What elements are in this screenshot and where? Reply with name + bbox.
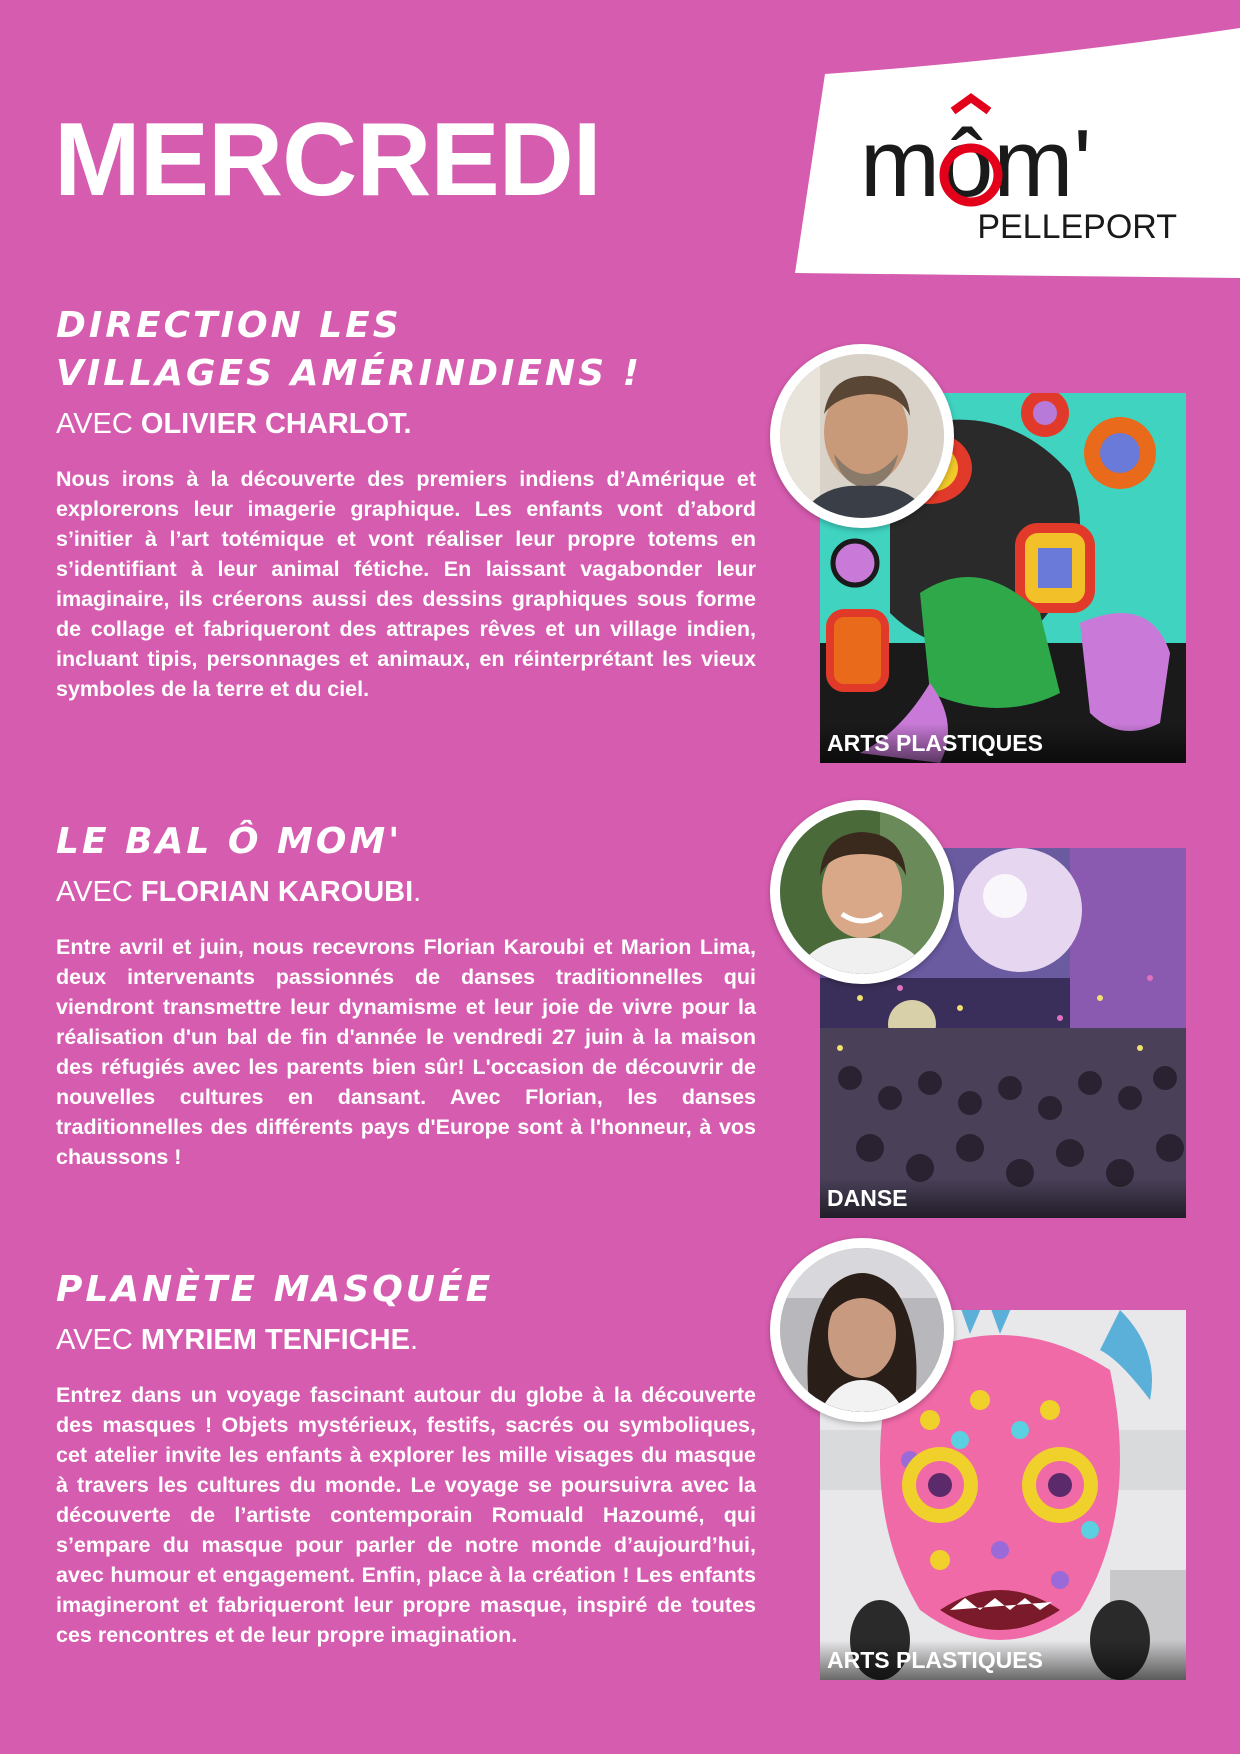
- host-name: OLIVIER CHARLOT.: [140, 408, 412, 440]
- section-description: Entrez dans un voyage fascinant autour du globe à la découverte des masques ! Objets mystérieux, festifs, sacrés ou symboliques, cet atelier invite les enfants à explorer les mille visages du masque à travers les cultures du monde. Le voyage se poursuivra avec la découverte de l’artiste contemporain Romuald Hazoumé, qui s’empare du masque pour parler de notre monde d’aujourd’hui, avec humour et engagement. Enfin, place à la création ! Les enfants imagineront et fabriqueront leur propre masque, inspiré de toutes ces rencontres et de leur propre imagination.: [56, 1383, 756, 1647]
- section-amerindian-villages: [56, 302, 756, 704]
- section-title-line: LE BAL Ô MOM': [56, 821, 403, 862]
- page-title: MERCREDI: [54, 102, 601, 218]
- host-avatar-olivier: [770, 344, 954, 528]
- host-name: MYRIEM TENFICHE: [140, 1324, 410, 1356]
- host-name: FLORIAN KAROUBI: [140, 876, 414, 908]
- section-title: [56, 302, 756, 398]
- category-label: ARTS PLASTIQUES: [820, 723, 1186, 763]
- host-suffix: .: [413, 876, 422, 908]
- section-planete-masquee: [56, 1266, 756, 1650]
- section-title-line: PLANÈTE MASQUÉE: [56, 1269, 494, 1310]
- host-avatar-myriem: [770, 1238, 954, 1422]
- category-label: DANSE: [820, 1178, 1186, 1218]
- section-bal-o-mom: [56, 818, 756, 1172]
- host-line: [56, 406, 756, 442]
- category-label: ARTS PLASTIQUES: [820, 1640, 1186, 1680]
- with-prefix: AVEC: [56, 876, 133, 908]
- logo-banner: [795, 28, 1240, 278]
- section-description: Entre avril et juin, nous recevrons Florian Karoubi et Marion Lima, deux intervenants passionnés de danses traditionnelles qui viendront transmettre leur dynamisme et leur joie de vivre pour la réalisation d'un bal de fin d'année le vendredi 27 juin à la maison des réfugiés avec les parents bien sûr! L'occasion de découvrir de nouvelles cultures en dansant. Avec Florian, les danses traditionnelles des différents pays d'Europe sont à l'honneur, à vos chaussons !: [56, 935, 756, 1169]
- host-portrait: [780, 810, 944, 974]
- section-title: [56, 1266, 756, 1314]
- host-avatar-florian: [770, 800, 954, 984]
- host-portrait: [780, 354, 944, 518]
- with-prefix: AVEC: [56, 1324, 133, 1356]
- mom-pelleport-logo: [795, 28, 1240, 278]
- host-suffix: .: [409, 1324, 419, 1356]
- host-portrait: [780, 1248, 944, 1412]
- logo-wordmark: môm': [860, 110, 1092, 217]
- with-prefix: AVEC: [56, 408, 133, 440]
- section-description: Nous irons à la découverte des premiers indiens d’Amérique et explorerons leur imagerie graphique. Les enfants vont d’abord s’initier à l’art totémique et vont réaliser leur propre totems en s’identifiant à leur animal fétiche. En laissant vagabonder leur imaginaire, ils créerons aussi des dessins graphiques sous forme de collage et fabriqueront des attrapes rêves et un village indien, incluant tipis, personnages et animaux, en réinterprétant les vieux symboles de la terre et du ciel.: [56, 467, 756, 701]
- section-title: [56, 818, 756, 866]
- section-title-line: DIRECTION LES: [56, 305, 402, 346]
- host-line: [56, 1322, 756, 1358]
- section-title-line: VILLAGES AMÉRINDIENS !: [56, 353, 642, 394]
- logo-subtitle: PELLEPORT: [977, 208, 1177, 246]
- host-line: [56, 874, 756, 910]
